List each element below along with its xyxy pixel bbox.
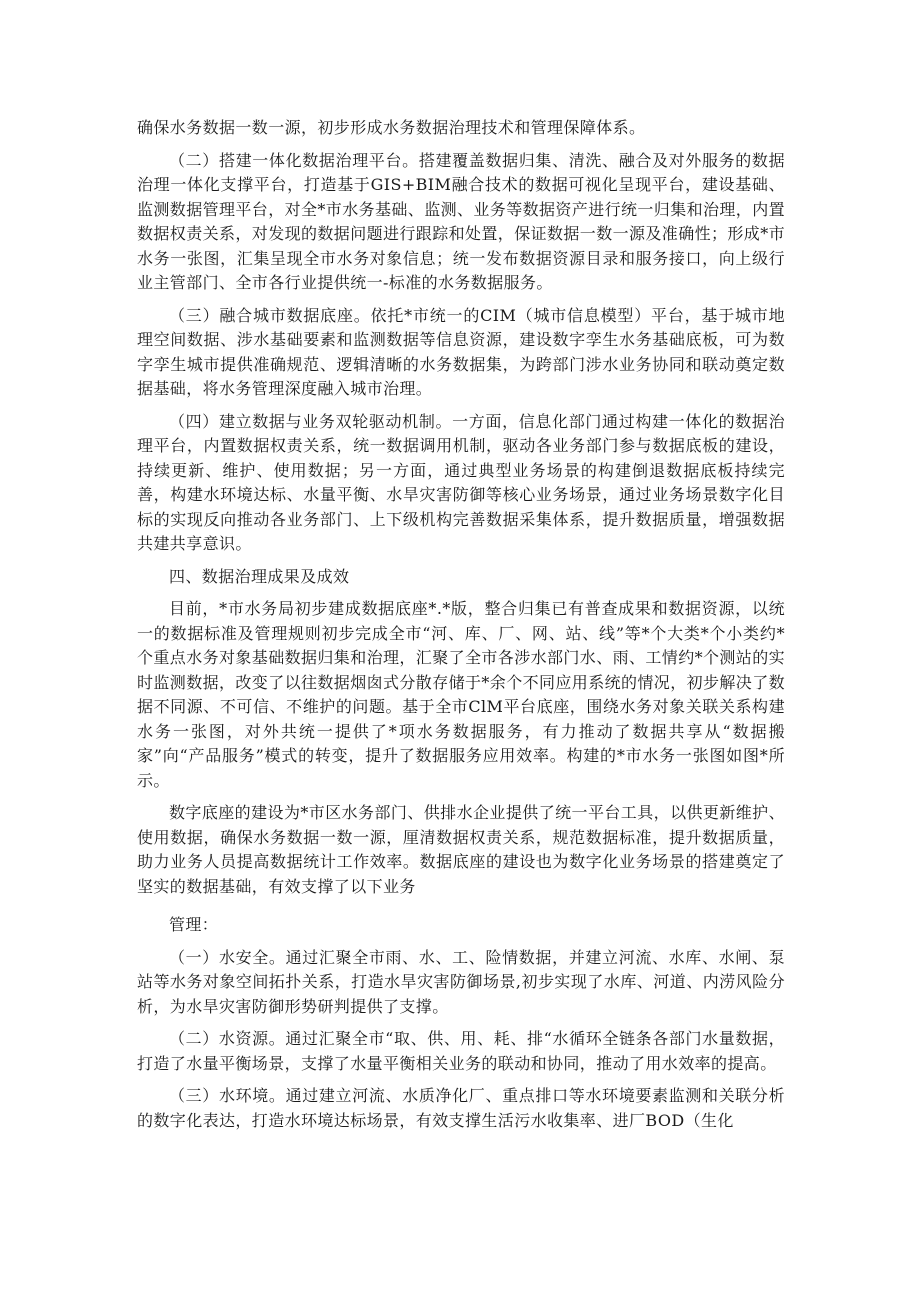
paragraph-data-platform: （二）搭建一体化数据治理平台。搭建覆盖数据归集、清洗、融合及对外服务的数据治理一体化支撑平台，打造基于GIS+BIM融合技术的数据可视化呈现平台，建设基础、监测数据管理平台，对全*市水务基础、监测、业务等数据资产进行统一归集和治理，内置数据权责关系，对发现的数据问题进行跟踪和处置，保证数据一数一源及准确性；形成*市水务一张图，汇集呈现全市水务对象信息；统一发布数据资源目录和服务接口，向上级行业主管部门、全市各行业提供统一-标准的水务数据服务。 bbox=[137, 150, 786, 292]
document-page bbox=[137, 116, 785, 1141]
paragraph-continuation: 确保水务数据一数一源，初步形成水务数据治理技术和管理保障体系。 bbox=[137, 118, 646, 137]
paragraph-water-resources: （二）水资源。通过汇聚全市“取、供、用、耗、排“水循环全链条各部门水量数据，打造了水量平衡场景，支撑了水量平衡相关业务的联动和协同，推动了用水效率的提高。 bbox=[137, 1029, 785, 1073]
paragraph-water-safety: （一）水安全。通过汇聚全市雨、水、工、险情数据，并建立河流、水库、水闸、泵站等水务对象空间拓扑关系，打造水旱灾害防御场景,初步实现了水库、河道、内涝风险分析，为水旱灾害防御形势研判提供了支撑。 bbox=[137, 947, 785, 1016]
paragraph-water-environment: （三）水环境。通过建立河流、水质净化厂、重点排口等水环境要素监测和关联分析的数字化表达，打造水环境达标场景，有效支撑生活污水收集率、进厂BOD（生化 bbox=[137, 1086, 785, 1130]
paragraph-dual-drive-mechanism: （四）建立数据与业务双轮驱动机制。一方面，信息化部门通过构建一体化的数据治理平台，内置数据权责关系，统一数据调用机制，驱动各业务部门参与数据底板的建设，持续更新、维护、使用数据；另一方面，通过典型业务场景的构建倒退数据底板持续完善，构建水环境达标、水量平衡、水旱灾害防御等核心业务场景，通过业务场景数字化目标的实现反向推动各业务部门、上下级机构完善数据采集体系，提升数据质量，增强数据共建共享意识。 bbox=[137, 411, 785, 553]
section-heading-results: 四、数据治理成果及成效 bbox=[169, 566, 350, 586]
paragraph-city-data-base: （三）融合城市数据底座。依托*市统一的CIM（城市信息模型）平台，基于城市地理空间数据、涉水基础要素和监测数据等信息资源，建设数字孪生水务基础底板，可为数字孪生城市提供准确规范、逻辑清晰的水务数据集，为跨部门涉水业务协同和联动奠定数据基础，将水务管理深度融入城市治理。 bbox=[137, 305, 785, 398]
paragraph-digital-base-benefits: 数字底座的建设为*市区水务部门、供排水企业提供了统一平台工具，以供更新维护、使用数据，确保水务数据一数一源，厘清数据权责关系，规范数据标准，提升数据质量，助力业务人员提高数据统计工作效率。数据底座的建设也为数字化业务场景的搭建奠定了坚实的数据基础，有效支撑了以下业务 bbox=[137, 803, 785, 896]
paragraph-current-status: 目前，*市水务局初步建成数据底座*.*版，整合归集已有普查成果和数据资源，以统一的数据标准及管理规则初步完成全市“河、库、厂、网、站、线”等*个大类*个小类约*个重点水务对象基础数据归集和治理，汇聚了全市各涉水部门水、雨、工情约*个测站的实时监测数据，改变了以往数据烟囱式分散存储于*余个不同应用系统的情况，初步解决了数据不同源、不可信、不维护的问题。基于全市ClM平台底座，围绕水务对象关联关系构建水务一张图，对外共统一提供了*项水务数据服务，有力推动了数据共享从“数据搬家”向“产品服务”模式的转变，提升了数据服务应用效率。构建的*市水务一张图如图*所示。 bbox=[137, 599, 786, 790]
paragraph-management-label: 管理： bbox=[169, 915, 219, 934]
